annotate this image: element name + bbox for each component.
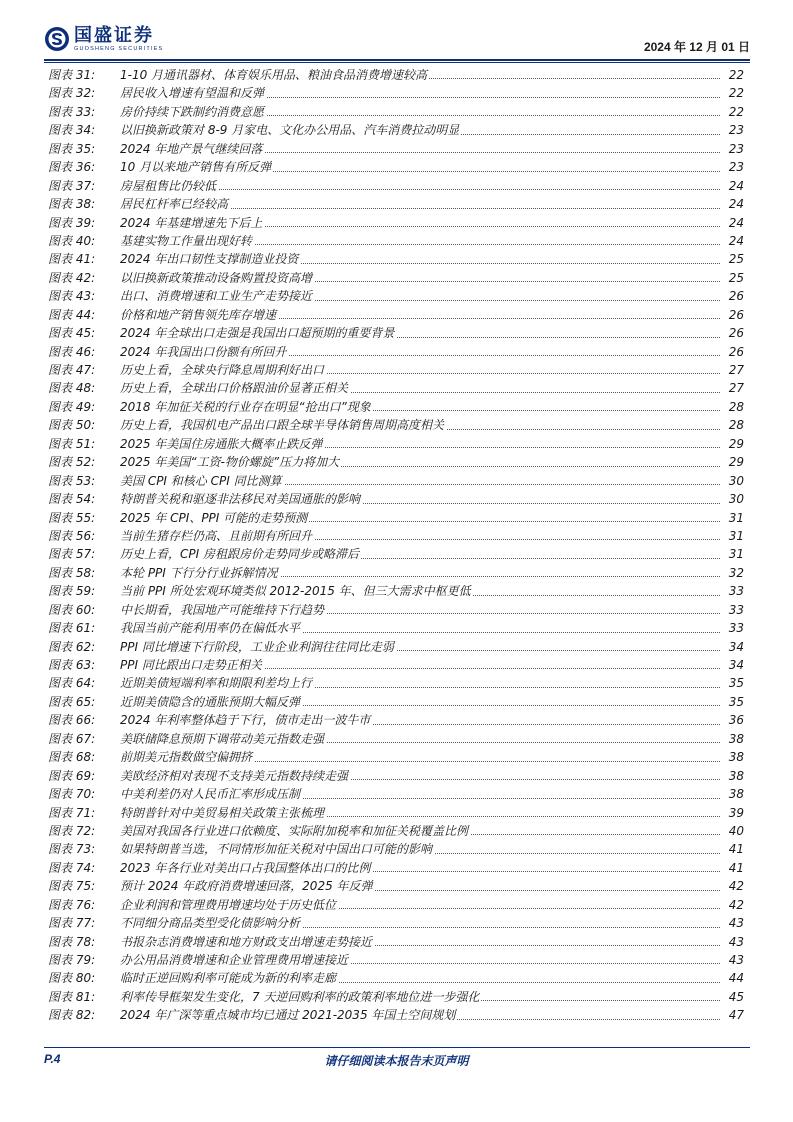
toc-entry[interactable]: [48, 822, 744, 840]
toc-page-number[interactable]: 43: [727, 951, 744, 969]
toc-entry[interactable]: [48, 509, 744, 527]
toc-figure-label: 图表 77:: [48, 916, 96, 931]
toc-page-number[interactable]: 43: [727, 933, 744, 951]
toc-entry[interactable]: [48, 969, 744, 987]
toc-figure-label: 图表 57:: [48, 547, 96, 562]
toc-figure-title[interactable]: 2024 年全球出口走强是我国出口超预期的重要背景: [120, 324, 396, 342]
toc-figure-label: 图表 39:: [48, 215, 96, 230]
toc-entry[interactable]: [48, 933, 744, 951]
toc-entry[interactable]: [48, 1006, 744, 1024]
toc-figure-label: 图表 47:: [48, 363, 96, 377]
toc-figure-label: 图表 71:: [48, 805, 96, 820]
toc-figure-title[interactable]: 2025 年美国住房通胀大概率止跌反弹: [120, 435, 324, 453]
toc-entry[interactable]: [48, 804, 744, 822]
toc-entry[interactable]: [48, 582, 744, 600]
toc-page-number[interactable]: 33: [727, 601, 744, 619]
toc-entry[interactable]: [48, 103, 744, 121]
toc-figure-title[interactable]: 2025 年美国“工资-物价螺旋”压力将加大: [120, 453, 341, 471]
toc-entry[interactable]: [48, 619, 744, 637]
toc-entry[interactable]: [48, 250, 744, 268]
toc-entry[interactable]: [48, 674, 744, 692]
figure-list: [48, 66, 744, 1025]
toc-figure-title[interactable]: PPI 同比跟出口走势正相关: [120, 656, 264, 674]
toc-page-number[interactable]: 41: [727, 859, 744, 877]
toc-page-number[interactable]: 32: [727, 564, 744, 582]
toc-figure-title[interactable]: 房价持续下跌制约消费意愿: [120, 103, 266, 121]
logo-english-text: GUOSHENG SECURITIES: [74, 45, 164, 52]
toc-page-number[interactable]: 23: [727, 121, 744, 139]
toc-entry[interactable]: [48, 195, 744, 213]
toc-figure-title[interactable]: 如果特朗普当选，不同情形加征关税对中国出口可能的影响: [120, 840, 434, 858]
toc-page-number[interactable]: 34: [727, 656, 744, 674]
toc-figure-label: 图表 81:: [48, 989, 96, 1004]
toc-figure-label: 图表 76:: [48, 897, 96, 912]
toc-page-number[interactable]: 26: [727, 324, 744, 342]
toc-page-number[interactable]: 22: [727, 66, 744, 84]
toc-entry[interactable]: [48, 638, 744, 656]
toc-entry[interactable]: [48, 951, 744, 969]
toc-page-number[interactable]: 31: [727, 509, 744, 527]
toc-entry[interactable]: [48, 269, 744, 287]
toc-figure-title[interactable]: 基建实物工作量出现好转: [120, 232, 254, 250]
toc-entry[interactable]: [48, 398, 744, 416]
toc-figure-title[interactable]: 2024 年出口韧性支撑制造业投资: [120, 250, 300, 268]
toc-figure-label: 图表 59:: [48, 584, 96, 599]
toc-figure-title[interactable]: 房屋租售比仍较低: [120, 177, 218, 195]
toc-figure-label: 图表 45:: [48, 326, 96, 341]
toc-entry[interactable]: [48, 914, 744, 932]
toc-figure-title[interactable]: 临时正逆回购利率可能成为新的利率走廊: [120, 969, 338, 987]
toc-entry[interactable]: [48, 435, 744, 453]
toc-figure-title[interactable]: 近期美债短端利率和期限利差均上行: [120, 674, 314, 692]
toc-figure-label: 图表 61:: [48, 621, 96, 636]
toc-entry[interactable]: [48, 214, 744, 232]
toc-page-number[interactable]: 29: [727, 435, 744, 453]
toc-figure-title[interactable]: 书报杂志消费增速和地方财政支出增速走势接近: [120, 933, 374, 951]
toc-entry[interactable]: [48, 785, 744, 803]
toc-entry[interactable]: [48, 601, 744, 619]
toc-figure-title[interactable]: 历史上看，我国机电产品出口跟全球半导体销售周期高度相关: [120, 416, 446, 434]
toc-page-number[interactable]: 38: [727, 785, 744, 803]
toc-page-number[interactable]: 31: [727, 545, 744, 563]
toc-figure-label: 图表 63:: [48, 658, 96, 672]
toc-entry[interactable]: [48, 564, 744, 582]
toc-entry[interactable]: [48, 896, 744, 914]
toc-figure-label: 图表 50:: [48, 418, 96, 433]
toc-page-number[interactable]: 38: [727, 767, 744, 785]
toc-figure-label: 图表 54:: [48, 492, 96, 507]
toc-page-number[interactable]: 29: [727, 453, 744, 471]
toc-page-number[interactable]: 39: [727, 804, 744, 822]
toc-figure-label: 图表 52:: [48, 455, 96, 470]
toc-figure-title[interactable]: 前期美元指数做空偏拥挤: [120, 748, 254, 766]
toc-entry[interactable]: [48, 472, 744, 490]
toc-figure-title[interactable]: 历史上看，全球央行降息周期利好出口: [120, 361, 326, 379]
toc-figure-label: 图表 55:: [48, 510, 96, 525]
toc-figure-label: 图表 73:: [48, 842, 96, 857]
toc-entry[interactable]: [48, 730, 744, 748]
toc-page-number[interactable]: 33: [727, 582, 744, 600]
toc-entry[interactable]: [48, 527, 744, 545]
toc-figure-title[interactable]: PPI 同比增速下行阶段，工业企业利润往往同比走弱: [120, 638, 396, 656]
toc-page-number[interactable]: 33: [727, 619, 744, 637]
toc-page-number[interactable]: 26: [727, 306, 744, 324]
report-date: 2024 年 12 月 01 日: [643, 40, 750, 54]
toc-entry[interactable]: [48, 490, 744, 508]
toc-figure-label: 图表 72:: [48, 823, 96, 838]
toc-figure-label: 图表 44:: [48, 307, 96, 322]
toc-figure-label: 图表 32:: [48, 86, 96, 101]
toc-entry[interactable]: [48, 121, 744, 139]
toc-figure-label: 图表 68:: [48, 750, 96, 765]
disclaimer-note: 请仔细阅读本报告末页声明: [324, 1054, 469, 1068]
toc-entry[interactable]: [48, 767, 744, 785]
toc-figure-label: 图表 41:: [48, 252, 96, 267]
toc-entry[interactable]: [48, 453, 744, 471]
toc-entry[interactable]: [48, 656, 744, 674]
toc-figure-label: 图表 75:: [48, 879, 96, 894]
toc-figure-title[interactable]: 不同细分商品类型受化债影响分析: [120, 914, 302, 932]
toc-figure-label: 图表 69:: [48, 768, 96, 783]
toc-page-number[interactable]: 35: [727, 674, 744, 692]
toc-figure-label: 图表 31:: [48, 68, 96, 82]
toc-entry[interactable]: [48, 379, 744, 397]
toc-figure-title[interactable]: 当前生猪存栏仍高、且前期有所回升: [120, 527, 314, 545]
toc-figure-title[interactable]: 美国对我国各行业进口依赖度、实际附加税率和加征关税覆盖比例: [120, 822, 470, 840]
toc-entry[interactable]: [48, 361, 744, 379]
toc-page-number[interactable]: 25: [727, 250, 744, 268]
toc-figure-label: 图表 42:: [48, 270, 96, 285]
toc-page-number[interactable]: 34: [727, 638, 744, 656]
toc-figure-label: 图表 34:: [48, 123, 96, 138]
toc-figure-title[interactable]: 特朗普针对中美贸易相关政策主张梳理: [120, 804, 326, 822]
toc-page-number[interactable]: 24: [727, 232, 744, 250]
toc-figure-title[interactable]: 2024 年我国出口份额有所回升: [120, 343, 288, 361]
toc-figure-label: 图表 33:: [48, 104, 96, 119]
toc-figure-label: 图表 49:: [48, 399, 96, 414]
logo-chinese-text: 国盛证券: [74, 24, 154, 46]
toc-figure-label: 图表 70:: [48, 787, 96, 802]
toc-figure-title[interactable]: 美联储降息预期下调带动美元指数走强: [120, 730, 326, 748]
toc-page-number[interactable]: 24: [727, 177, 744, 195]
toc-entry[interactable]: [48, 177, 744, 195]
toc-page-number[interactable]: 43: [727, 914, 744, 932]
toc-figure-title[interactable]: 2024 年广深等重点城市均已通过 2021-2035 年国土空间规划: [120, 1006, 457, 1024]
toc-figure-title[interactable]: 1-10 月通讯器材、体育娱乐用品、粮油食品消费增速较高: [120, 66, 429, 84]
toc-page-number[interactable]: 36: [727, 711, 744, 729]
toc-figure-label: 图表 48:: [48, 381, 96, 396]
toc-figure-label: 图表 38:: [48, 197, 96, 212]
toc-page-number[interactable]: 27: [727, 379, 744, 397]
toc-figure-title[interactable]: 2024 年基建增速先下后上: [120, 214, 264, 232]
toc-figure-title[interactable]: 中长期看，我国地产可能维持下行趋势: [120, 601, 326, 619]
toc-figure-title[interactable]: 特朗普关税和驱逐非法移民对美国通胀的影响: [120, 490, 362, 508]
toc-figure-label: 图表 74:: [48, 860, 96, 875]
toc-figure-label: 图表 35:: [48, 141, 96, 156]
toc-figure-title[interactable]: 以旧换新政策对 8-9 月家电、文化办公用品、汽车消费拉动明显: [120, 121, 461, 139]
toc-figure-label: 图表 67:: [48, 731, 96, 746]
toc-page-number[interactable]: 42: [727, 896, 744, 914]
toc-figure-title[interactable]: 2024 年地产景气继续回落: [120, 140, 264, 158]
toc-figure-title[interactable]: 历史上看，CPI 房租跟房价走势同步或略滞后: [120, 545, 361, 563]
toc-figure-title[interactable]: 以旧换新政策推动设备购置投资高增: [120, 269, 314, 287]
toc-figure-title[interactable]: 中美利差仍对人民币汇率形成压制: [120, 785, 302, 803]
toc-entry[interactable]: [48, 140, 744, 158]
toc-page-number[interactable]: 38: [727, 748, 744, 766]
toc-figure-label: 图表 53:: [48, 473, 96, 488]
toc-entry[interactable]: [48, 859, 744, 877]
logo-icon: [44, 26, 70, 52]
toc-figure-title[interactable]: 企业利润和管理费用增速均处于历史低位: [120, 896, 338, 914]
toc-page-number[interactable]: 42: [727, 877, 744, 895]
header-divider-thin: [44, 62, 750, 63]
footer-divider: [44, 1047, 750, 1048]
toc-figure-label: 图表 37:: [48, 178, 96, 193]
page-number: P.4: [44, 1052, 61, 1066]
toc-page-number[interactable]: 23: [727, 140, 744, 158]
toc-entry[interactable]: [48, 748, 744, 766]
toc-figure-title[interactable]: 本轮 PPI 下行分行业拆解情况: [120, 564, 280, 582]
toc-page-number[interactable]: 22: [727, 103, 744, 121]
toc-page-number[interactable]: 24: [727, 214, 744, 232]
toc-figure-label: 图表 36:: [48, 160, 96, 175]
toc-figure-title[interactable]: 2025 年 CPI、PPI 可能的走势预测: [120, 509, 309, 527]
toc-figure-label: 图表 80:: [48, 971, 96, 986]
toc-page-number[interactable]: 23: [727, 158, 744, 176]
toc-figure-title[interactable]: 2023 年各行业对美出口占我国整体出口的比例: [120, 859, 372, 877]
toc-figure-title[interactable]: 出口、消费增速和工业生产走势接近: [120, 287, 314, 305]
toc-page-number[interactable]: 38: [727, 730, 744, 748]
toc-figure-title[interactable]: 我国当前产能利用率仍在偏低水平: [120, 619, 302, 637]
header-divider: [44, 59, 750, 61]
toc-figure-title[interactable]: 价格和地产销售领先库存增速: [120, 306, 278, 324]
page-header: [44, 22, 750, 56]
toc-figure-title[interactable]: 2018 年加征关税的行业存在明显“抢出口”现象: [120, 398, 373, 416]
toc-page-number[interactable]: 28: [727, 398, 744, 416]
toc-entry[interactable]: [48, 287, 744, 305]
toc-page-number[interactable]: 27: [727, 361, 744, 379]
toc-figure-title[interactable]: 利率传导框架发生变化，7 天逆回购利率的政策利率地位进一步强化: [120, 988, 481, 1006]
toc-page-number[interactable]: 26: [727, 343, 744, 361]
toc-page-number[interactable]: 45: [727, 988, 744, 1006]
toc-entry[interactable]: [48, 988, 744, 1006]
toc-figure-label: 图表 40:: [48, 233, 96, 248]
toc-entry[interactable]: [48, 416, 744, 434]
toc-page-number[interactable]: 30: [727, 472, 744, 490]
toc-figure-label: 图表 66:: [48, 713, 96, 728]
toc-figure-label: 图表 65:: [48, 694, 96, 709]
toc-figure-title[interactable]: 居民杠杆率已经较高: [120, 195, 230, 213]
toc-entry[interactable]: [48, 306, 744, 324]
toc-entry[interactable]: [48, 232, 744, 250]
toc-entry[interactable]: [48, 840, 744, 858]
toc-figure-title[interactable]: 历史上看，全球出口价格跟油价显著正相关: [120, 379, 350, 397]
toc-figure-label: 图表 51:: [48, 436, 96, 451]
toc-figure-label: 图表 46:: [48, 344, 96, 359]
toc-figure-label: 图表 82:: [48, 1008, 96, 1023]
toc-figure-label: 图表 58:: [48, 565, 96, 580]
toc-page-number[interactable]: 25: [727, 269, 744, 287]
toc-figure-title[interactable]: 美国 CPI 和核心 CPI 同比测算: [120, 472, 284, 490]
toc-page-number[interactable]: 31: [727, 527, 744, 545]
toc-entry[interactable]: [48, 66, 744, 84]
toc-entry[interactable]: [48, 158, 744, 176]
toc-entry[interactable]: [48, 693, 744, 711]
toc-entry[interactable]: [48, 877, 744, 895]
toc-page-number[interactable]: 41: [727, 840, 744, 858]
toc-entry[interactable]: [48, 84, 744, 102]
toc-entry[interactable]: [48, 711, 744, 729]
toc-figure-title[interactable]: 近期美债隐含的通胀预期大幅反弹: [120, 693, 302, 711]
toc-page-number[interactable]: 40: [727, 822, 744, 840]
toc-entry[interactable]: [48, 545, 744, 563]
toc-figure-label: 图表 79:: [48, 953, 96, 967]
toc-page-number[interactable]: 30: [727, 490, 744, 508]
toc-figure-label: 图表 43:: [48, 289, 96, 304]
toc-figure-title[interactable]: 居民收入增速有望温和反弹: [120, 84, 266, 102]
toc-figure-title[interactable]: 2024 年利率整体趋于下行，债市走出一波牛市: [120, 711, 372, 729]
toc-entry[interactable]: [48, 324, 744, 342]
toc-figure-title[interactable]: 美欧经济相对表现不支持美元指数持续走强: [120, 767, 350, 785]
toc-figure-label: 图表 62:: [48, 639, 96, 654]
toc-page-number[interactable]: 26: [727, 287, 744, 305]
toc-figure-label: 图表 64:: [48, 676, 96, 691]
toc-page-number[interactable]: 47: [727, 1006, 744, 1024]
toc-page-number[interactable]: 22: [727, 84, 744, 102]
toc-figure-label: 图表 56:: [48, 528, 96, 543]
toc-figure-title[interactable]: 10 月以来地产销售有所反弹: [120, 158, 273, 176]
toc-page-number[interactable]: 44: [727, 969, 744, 987]
toc-figure-label: 图表 78:: [48, 934, 96, 949]
toc-page-number[interactable]: 28: [727, 416, 744, 434]
toc-figure-title[interactable]: 预计 2024 年政府消费增速回落，2025 年反弹: [120, 877, 375, 895]
toc-page-number[interactable]: 35: [727, 693, 744, 711]
toc-figure-title[interactable]: 办公用品消费增速和企业管理费用增速接近: [120, 951, 350, 969]
company-logo: [44, 22, 163, 56]
toc-figure-title[interactable]: 当前 PPI 所处宏观环境类似 2012-2015 年、但三大需求中枢更低: [120, 582, 473, 600]
toc-entry[interactable]: [48, 343, 744, 361]
toc-figure-label: 图表 60:: [48, 602, 96, 617]
toc-page-number[interactable]: 24: [727, 195, 744, 213]
